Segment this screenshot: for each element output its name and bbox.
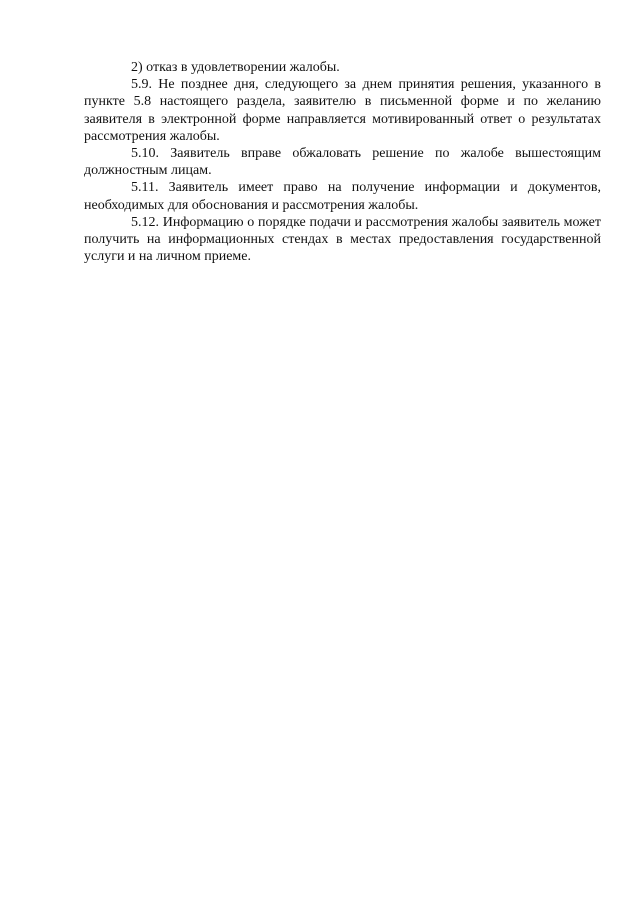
paragraph-5-12: 5.12. Информацию о порядке подачи и рассмотрения жалобы заявитель может получить на информационных стендах в местах предоставления государственной услуги и на личном приеме. [84, 214, 601, 265]
paragraph-refusal-item: 2) отказ в удовлетворении жалобы. [131, 60, 340, 75]
paragraph-5-9: 5.9. Не позднее дня, следующего за днем принятия решения, указанного в пункте 5.8 настоящего раздела, заявителю в письменной форме и по желанию заявителя в электронной форме направляется мотивированный ответ о результатах рассмотрения жалобы. [84, 77, 601, 144]
paragraph-5-10: 5.10. Заявитель вправе обжаловать решение по жалобе вышестоящим должностным лицам. [84, 146, 601, 179]
document-body [84, 59, 601, 265]
paragraph-5-11: 5.11. Заявитель имеет право на получение информации и документов, необходимых для обоснования и рассмотрения жалобы. [84, 180, 601, 213]
